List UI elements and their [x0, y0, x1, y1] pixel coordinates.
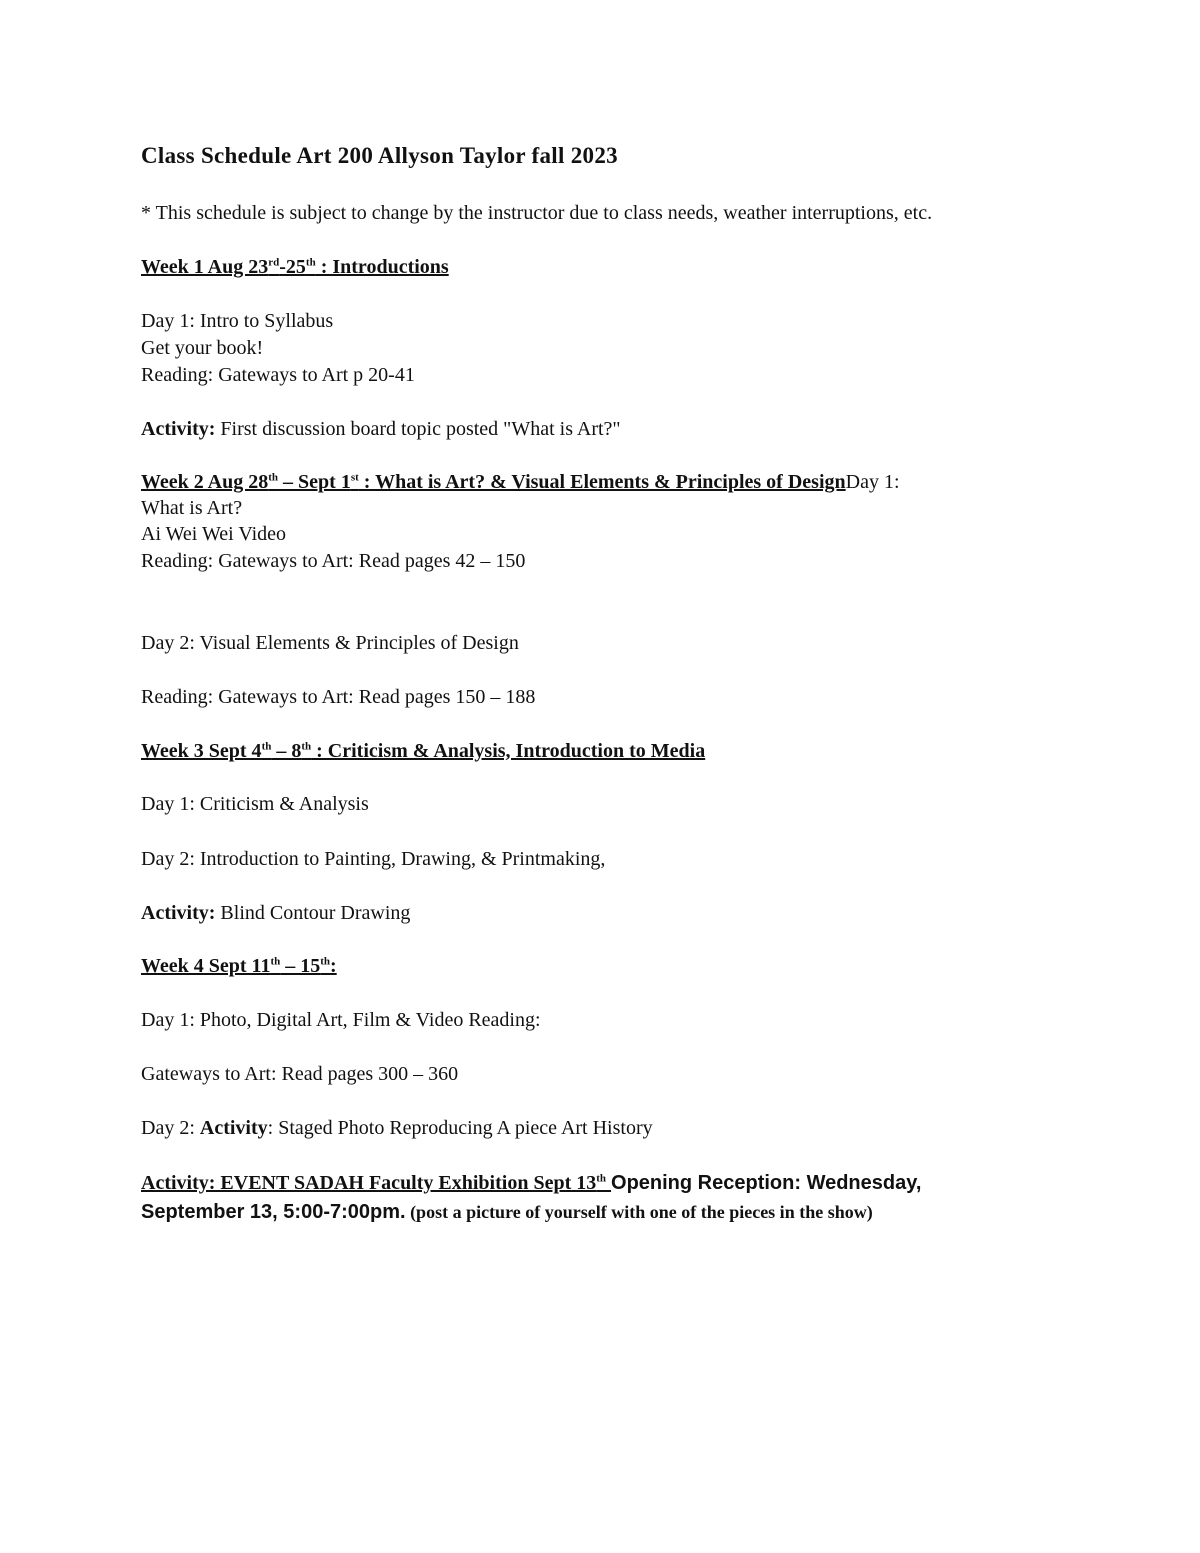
week1-day1: Day 1: Intro to Syllabus: [141, 310, 334, 332]
week1-activity: Activity: First discussion board topic posted "What is Art?": [141, 418, 621, 440]
week4-day1: Day 1: Photo, Digital Art, Film & Video Reading:: [141, 1009, 541, 1031]
schedule-note: * This schedule is subject to change by the instructor due to class needs, weather interruptions, etc.: [141, 202, 933, 224]
week2-day2: Day 2: Visual Elements & Principles of Design: [141, 632, 519, 654]
week3-heading: Week 3 Sept 4th – 8th : Criticism & Analysis, Introduction to Media: [141, 740, 706, 762]
week1-reading: Reading: Gateways to Art p 20-41: [141, 364, 415, 386]
week4-day2: Day 2: Activity: Staged Photo Reproducing A piece Art History: [141, 1117, 653, 1139]
week3-day1: Day 1: Criticism & Analysis: [141, 793, 369, 815]
week1-book: Get your book!: [141, 337, 264, 359]
week4-heading: Week 4 Sept 11th – 15th:: [141, 955, 337, 977]
week2-what-is-art: What is Art?: [141, 497, 243, 519]
week4-event: Activity: EVENT SADAH Faculty Exhibition Sept 13th Opening Reception: Wednesday,: [141, 1172, 922, 1194]
week3-day2: Day 2: Introduction to Painting, Drawing, & Printmaking,: [141, 848, 606, 870]
week3-activity: Activity: Blind Contour Drawing: [141, 902, 411, 924]
week2-reading1: Reading: Gateways to Art: Read pages 42 – 150: [141, 550, 526, 572]
document-title: Class Schedule Art 200 Allyson Taylor fall 2023: [141, 143, 618, 168]
week2-video: Ai Wei Wei Video: [141, 523, 287, 545]
week4-reception: September 13, 5:00-7:00pm. (post a picture of yourself with one of the pieces in the show): [141, 1201, 873, 1223]
week2-heading: Week 2 Aug 28th – Sept 1st : What is Art? & Visual Elements & Principles of DesignDay 1:: [141, 471, 900, 493]
week1-heading: Week 1 Aug 23rd-25th : Introductions: [141, 256, 449, 278]
week4-reading: Gateways to Art: Read pages 300 – 360: [141, 1063, 459, 1085]
week2-reading2: Reading: Gateways to Art: Read pages 150 – 188: [141, 686, 536, 708]
